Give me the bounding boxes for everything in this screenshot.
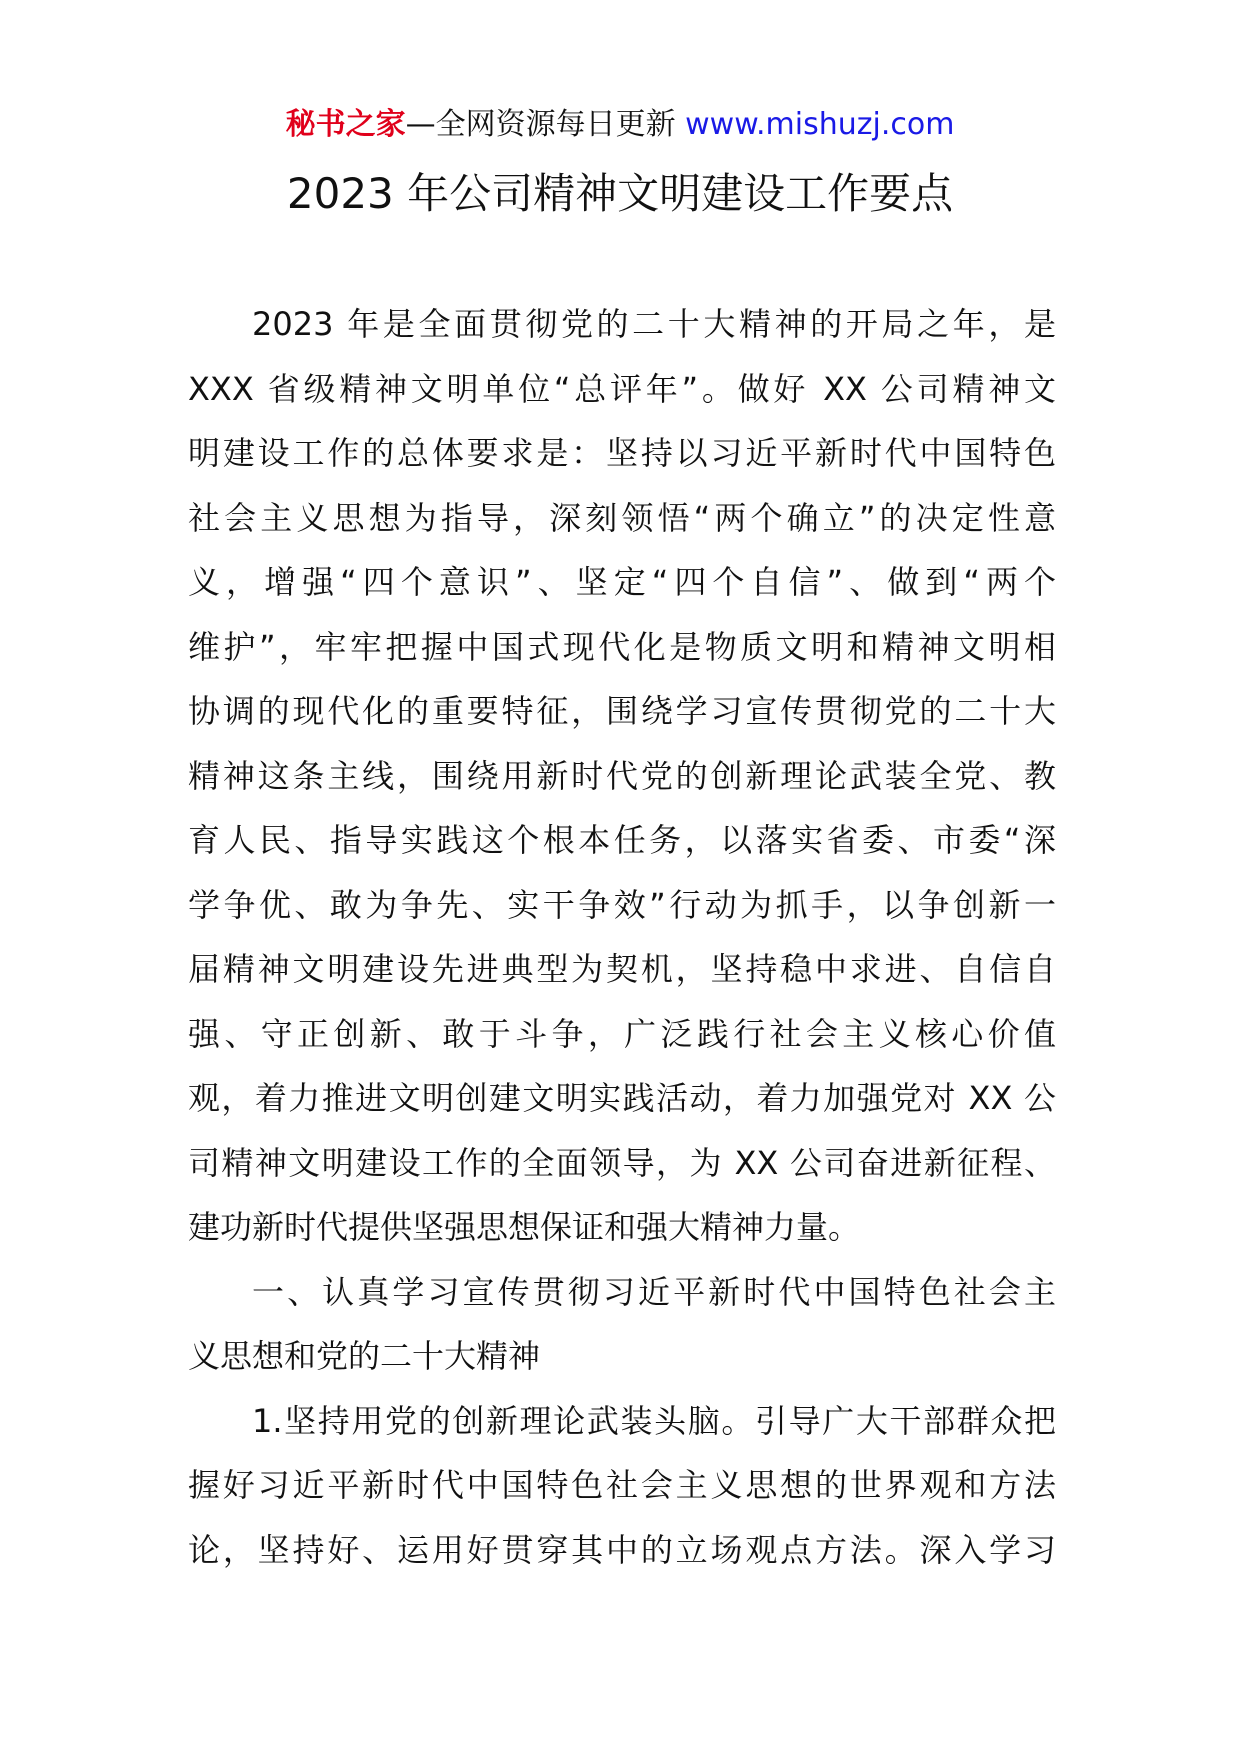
text-line: 明建设工作的总体要求是：坚持以习近平新时代中国特色 bbox=[188, 434, 1056, 472]
text-line: 观，着力推进文明创建文明实践活动，着力加强党对 XX 公 bbox=[188, 1079, 1056, 1117]
text-line: 育人民、指导实践这个根本任务，以落实省委、市委“深 bbox=[188, 821, 1056, 859]
text-line: 握好习近平新时代中国特色社会主义思想的世界观和方法 bbox=[188, 1466, 1056, 1504]
text-line: 学争优、敢为争先、实干争效”行动为抓手，以争创新一 bbox=[188, 885, 1056, 924]
text-line: 一、认真学习宣传贯彻习近平新时代中国特色社会主 bbox=[252, 1272, 1056, 1311]
document-title: 2023 年公司精神文明建设工作要点 bbox=[286, 169, 954, 218]
text-line: 义思想和党的二十大精神 bbox=[188, 1337, 541, 1375]
text-line: 维护”，牢牢把握中国式现代化是物质文明和精神文明相 bbox=[188, 627, 1056, 666]
text-line: 届精神文明建设先进典型为契机，坚持稳中求进、自信自 bbox=[188, 950, 1056, 988]
site-header bbox=[0, 103, 1240, 147]
text-line: 司精神文明建设工作的全面领导，为 XX 公司奋进新征程、 bbox=[188, 1143, 1056, 1182]
text-line: 1.坚持用党的创新理论武装头脑。引导广大干部群众把 bbox=[252, 1401, 1056, 1440]
document-body bbox=[188, 292, 1056, 1582]
text-line: 协调的现代化的重要特征，围绕学习宣传贯彻党的二十大 bbox=[188, 692, 1056, 730]
text-line: 精神这条主线，围绕用新时代党的创新理论武装全党、教 bbox=[188, 756, 1056, 795]
site-url-link[interactable]: www.mishuzj.com bbox=[685, 107, 955, 142]
site-tagline: —全网资源每日更新 bbox=[405, 107, 686, 142]
text-line: 社会主义思想为指导，深刻领悟“两个确立”的决定性意 bbox=[188, 498, 1056, 537]
section-heading-1 bbox=[188, 1260, 1056, 1389]
text-line: 强、守正创新、敢于斗争，广泛践行社会主义核心价值 bbox=[188, 1014, 1056, 1053]
text-line: 2023 年是全面贯彻党的二十大精神的开局之年，是 bbox=[252, 305, 1056, 343]
text-line: 义，增强“四个意识”、坚定“四个自信”、做到“两个 bbox=[188, 563, 1056, 601]
paragraph-item-1 bbox=[188, 1389, 1056, 1583]
text-line: 建功新时代提供坚强思想保证和强大精神力量。 bbox=[188, 1208, 861, 1246]
site-name: 秘书之家 bbox=[285, 107, 406, 142]
text-line: 论，坚持好、运用好贯穿其中的立场观点方法。深入学习 bbox=[188, 1530, 1056, 1569]
text-line: XXX 省级精神文明单位“总评年”。做好 XX 公司精神文 bbox=[188, 369, 1056, 408]
paragraph-intro bbox=[188, 292, 1056, 1260]
